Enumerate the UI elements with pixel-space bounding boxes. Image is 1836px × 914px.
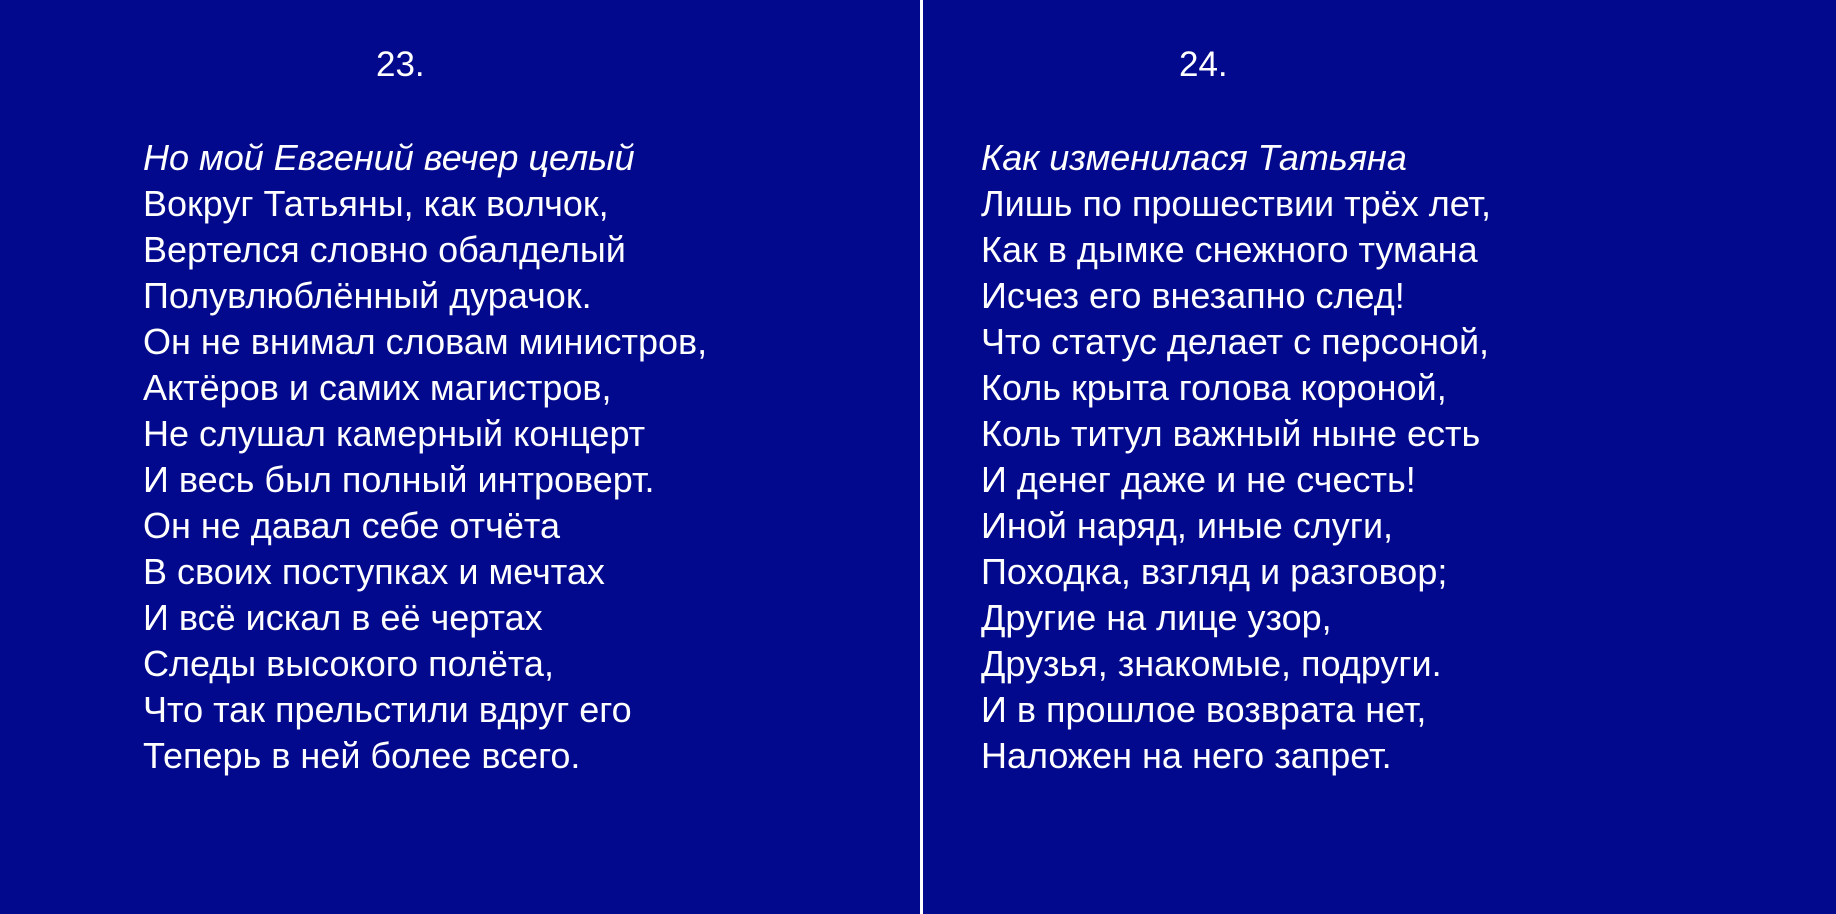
poem-line: Не слушал камерный концерт <box>143 413 646 454</box>
poem-line: Что статус делает с персоной, <box>981 321 1490 362</box>
poem-line: Исчез его внезапно след! <box>981 275 1405 316</box>
poem-line: Что так прельстили вдруг его <box>143 689 632 730</box>
poem-line: Вокруг Татьяны, как волчок, <box>143 183 609 224</box>
poem-line: Друзья, знакомые, подруги. <box>981 643 1442 684</box>
column-divider <box>920 0 923 914</box>
poem-line: Другие на лице узор, <box>981 597 1332 638</box>
poem-line: Лишь по прошествии трёх лет, <box>981 183 1492 224</box>
poem-line: И денег даже и не счесть! <box>981 459 1416 500</box>
stanza-lines <box>981 135 1491 779</box>
poem-line: Иной наряд, иные слуги, <box>981 505 1394 546</box>
poem-line: Вертелся словно обалделый <box>143 229 626 270</box>
poem-line: Он не внимал словам министров, <box>143 321 708 362</box>
poem-line: Наложен на него запрет. <box>981 735 1392 776</box>
poem-line: Теперь в ней более всего. <box>143 735 581 776</box>
poem-line: Следы высокого полёта, <box>143 643 554 684</box>
poem-line: Коль титул важный ныне есть <box>981 413 1481 454</box>
poem-line: Но мой Евгений вечер целый <box>143 137 635 178</box>
poem-line: И весь был полный интроверт. <box>143 459 655 500</box>
poem-line: Актёров и самих магистров, <box>143 367 612 408</box>
poem-line: Как в дымке снежного тумана <box>981 229 1478 270</box>
poem-line: Как изменилася Татьяна <box>981 137 1407 178</box>
stanza-number: 24. <box>1179 45 1228 84</box>
poem-line: Он не давал себе отчёта <box>143 505 561 546</box>
poem-line: И всё искал в её чертах <box>143 597 543 638</box>
stanza-number: 23. <box>376 45 425 84</box>
poem-line: И в прошлое возврата нет, <box>981 689 1427 730</box>
poem-line: В своих поступках и мечтах <box>143 551 605 592</box>
stanza-lines <box>143 135 707 779</box>
poem-line: Походка, взгляд и разговор; <box>981 551 1448 592</box>
poem-line: Полувлюблённый дурачок. <box>143 275 592 316</box>
poem-line: Коль крыта голова короной, <box>981 367 1447 408</box>
